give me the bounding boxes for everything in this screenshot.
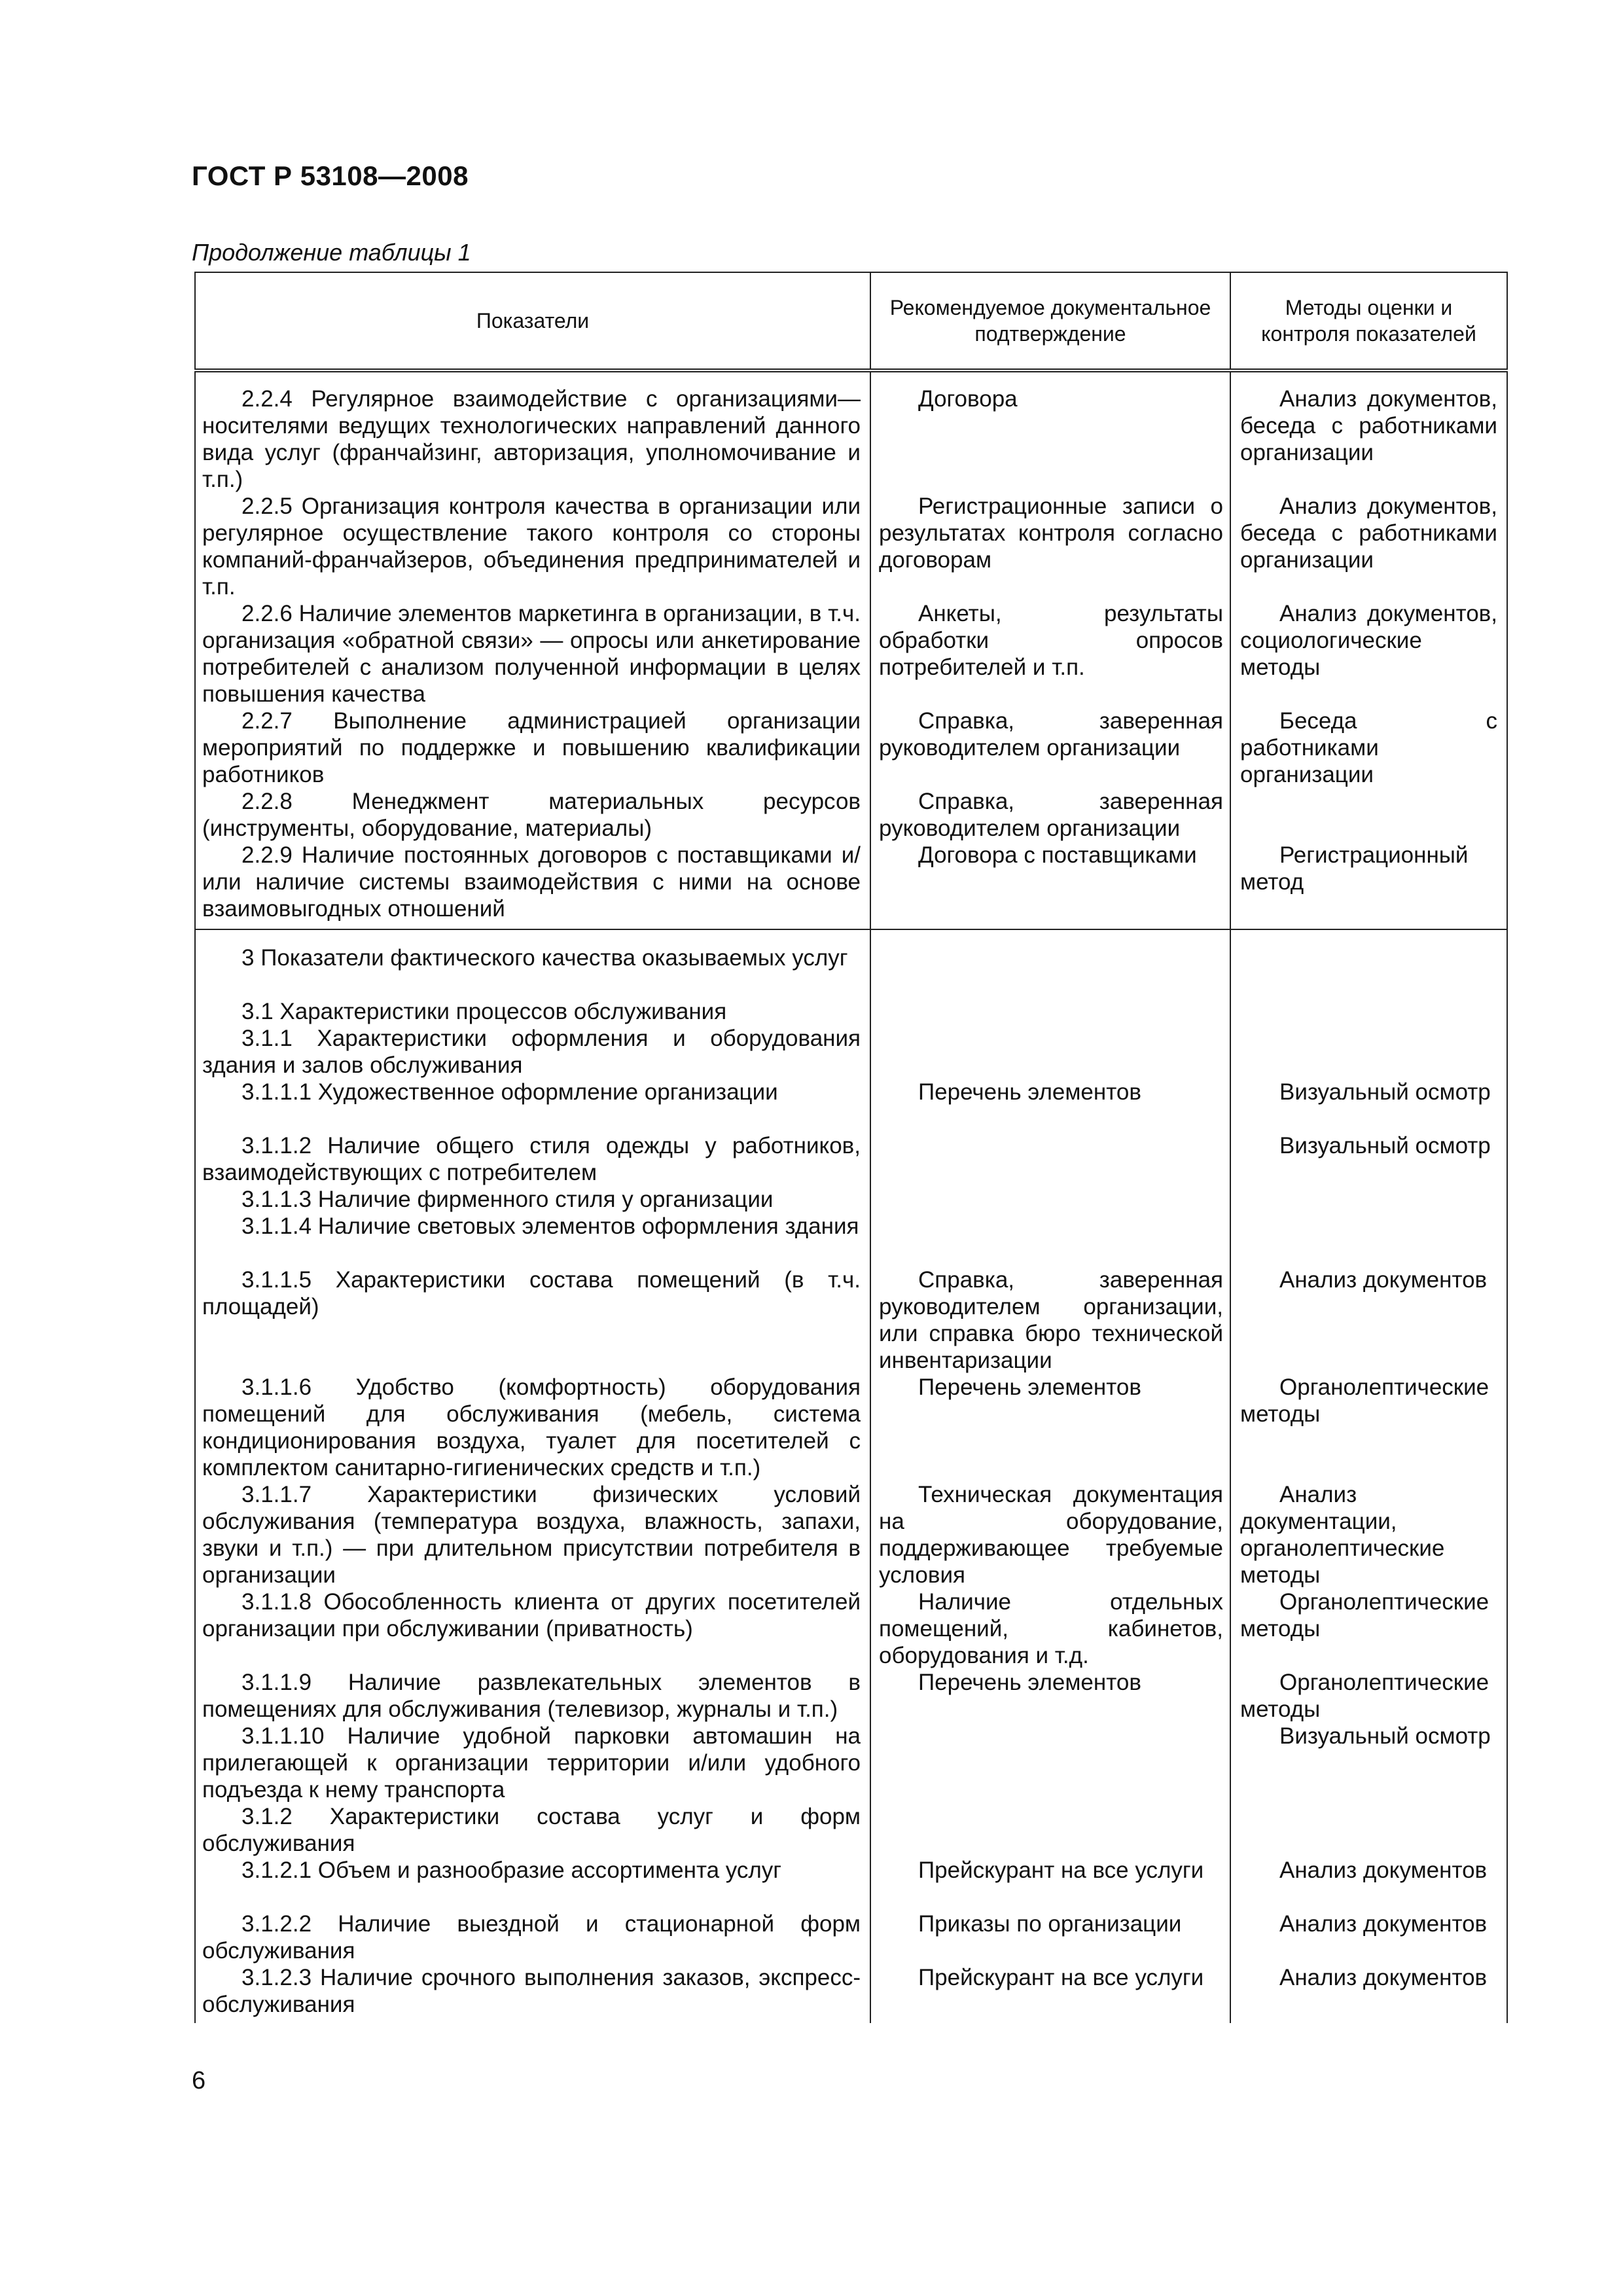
document-2-2-6: Анкеты, результаты обработки опросов потребителей и т.п. [879,601,1223,680]
indicator-3-1-1-4: 3.1.1.4 Наличие световых элементов оформления здания [241,1213,859,1239]
table-header-row [195,272,1507,370]
method-2-2-9: Регистрационный метод [1240,842,1469,895]
documents-column [870,929,1230,2023]
document-3-1-1 [871,1025,1230,1079]
table-caption: Продолжение таблицы 1 [192,239,471,266]
method-2-2-7: Беседа с работниками организации [1240,708,1497,787]
document-3-1-2-1: Прейскурант на все услуги [918,1857,1204,1883]
methods-column [1230,370,1507,929]
method-3-1-1-1: Визуальный осмотр [1279,1079,1491,1105]
method-3-1-1-6: Органолептические методы [1240,1374,1489,1427]
indicator-3-1-1-6: 3.1.1.6 Удобство (комфортность) оборудования помещений для обслуживания (мебель, система кондиционирования воздуха, туалет для посетителей с комплектом санитарно-гигиенических средств и т.п.) [202,1374,861,1480]
document-2-2-9: Договора с поставщиками [918,842,1197,868]
method-3-1-2-3: Анализ документов [1279,1965,1488,1990]
page-number: 6 [192,2067,206,2094]
document-3-1-2 [871,1803,1230,1857]
method-2-2-5: Анализ документов, беседа с работниками организации [1240,493,1497,573]
indicator-2-2-9: 2.2.9 Наличие постоянных договоров с поставщиками и/или наличие системы взаимодействия с ними на основе взаимовыгодных отношений [202,842,861,922]
method-3-1-2-2: Анализ документов [1279,1911,1488,1937]
indicator-3-1-1: 3.1.1 Характеристики оформления и оборудования здания и залов обслуживания [202,1026,861,1078]
method-3-1-2 [1231,1803,1507,1857]
indicator-3-1-1-5: 3.1.1.5 Характеристики состава помещений (в т.ч. площадей) [202,1267,861,1319]
method-3-1-1-8: Органолептические методы [1240,1589,1489,1641]
method-2-2-4: Анализ документов, беседа с работниками организации [1240,386,1497,465]
indicator-3-1-2-2: 3.1.2.2 Наличие выездной и стационарной форм обслуживания [202,1911,861,1964]
method-3-1-1-9: Органолептические методы [1240,1670,1489,1722]
standard-number: ГОСТ Р 53108—2008 [192,160,469,191]
method-3-1-2-1: Анализ документов [1279,1857,1488,1883]
indicator-3-1-1-7: 3.1.1.7 Характеристики физических условий обслуживания (температура воздуха, влажность, запахи, звуки и т.п.) — при длительном присутствии потребителя в организации [202,1482,861,1588]
method-3-1-1-2: Визуальный осмотр [1279,1133,1491,1158]
methods-column [1230,929,1507,2023]
document-3-1-1-5: Справка, заверенная руководителем организации, или справка бюро технической инвентаризации [879,1267,1223,1373]
document-3-1-1-2 [871,1132,1230,1186]
method-3-1-1 [1231,1025,1507,1079]
indicator-3-1-1-10: 3.1.1.10 Наличие удобной парковки автомашин на прилегающей к организации территории и/или удобного подъезда к нему транспорта [202,1723,861,1803]
document-3-1-1-8: Наличие отдельных помещений, кабинетов, оборудования и т.д. [879,1589,1223,1668]
indicators-column [195,370,870,929]
method-2-2-6: Анализ документов, социологические методы [1240,601,1497,680]
indicator-3-1-1-9: 3.1.1.9 Наличие развлекательных элементов в помещениях для обслуживания (телевизор, журналы и т.п.) [202,1670,861,1722]
document-3-1-2-2: Приказы по организации [918,1911,1182,1937]
indicators-column [195,929,870,2023]
document-2-2-7: Справка, заверенная руководителем организации [879,708,1223,761]
indicator-3-1-2-3: 3.1.2.3 Наличие срочного выполнения заказов, экспресс-обслуживания [202,1965,861,2017]
indicator-3-1-1-1: 3.1.1.1 Художественное оформление организации [241,1079,778,1105]
document-2-2-5: Регистрационные записи о результатах контроля согласно договорам [879,493,1223,573]
column-header-document: Рекомендуемое документальное подтверждение [870,272,1230,370]
indicators-table [194,272,1508,2023]
document-3-1-1-6: Перечень элементов [918,1374,1141,1400]
document-3-1-1-10 [871,1723,1230,1803]
method-3-1-1-7: Анализ документации, органолептические методы [1240,1482,1445,1588]
method-3-1-1-4 [1231,1213,1507,1266]
method-2-2-8 [1231,788,1507,842]
indicator-3-1-1-2: 3.1.1.2 Наличие общего стиля одежды у работников, взаимодействующих с потребителем [202,1133,861,1185]
method-3-1 [1231,998,1507,1025]
document-3-1-1-3 [871,1186,1230,1213]
column-header-methods: Методы оценки и контроля показателей [1230,272,1507,370]
indicator-2-2-6: 2.2.6 Наличие элементов маркетинга в организации, в т.ч. организация «обратной связи» — опросы или анкетирование потребителей с анализом полученной информации в целях повышения качества [202,601,861,707]
document-3-1 [871,998,1230,1025]
document-2-2-8: Справка, заверенная руководителем организации [879,789,1223,841]
indicator-3-1-2-1: 3.1.2.1 Объем и разнообразие ассортимента услуг [241,1857,782,1883]
indicator-3-1-1-8: 3.1.1.8 Обособленность клиента от других посетителей организации при обслуживании (приватность) [202,1589,861,1641]
indicator-2-2-8: 2.2.8 Менеджмент материальных ресурсов (инструменты, оборудование, материалы) [202,789,861,841]
document-2-2-4: Договора [918,386,1018,412]
table-section-actual-quality [195,929,1507,2023]
indicator-3: 3 Показатели фактического качества оказываемых услуг [241,945,848,971]
document-3-1-1-9: Перечень элементов [918,1670,1141,1695]
method-3-1-1-10: Визуальный осмотр [1279,1723,1491,1749]
documents-column [870,370,1230,929]
document-3-1-1-1: Перечень элементов [918,1079,1141,1105]
indicator-2-2-7: 2.2.7 Выполнение администрацией организации мероприятий по поддержке и повышению квалификации работников [202,708,861,787]
indicator-3-1: 3.1 Характеристики процессов обслуживания [241,999,727,1024]
indicator-2-2-4: 2.2.4 Регулярное взаимодействие с организациями—носителями ведущих технологических направлений данного вида услуг (франчайзинг, авторизация, уполномочивание и т.п.) [202,386,861,492]
document-3-1-2-3: Прейскурант на все услуги [918,1965,1204,1990]
method-3-1-1-3 [1231,1186,1507,1213]
document-3-1-1-4 [871,1213,1230,1266]
document-3 [871,944,1230,998]
method-3 [1231,944,1507,998]
indicator-2-2-5: 2.2.5 Организация контроля качества в организации или регулярное осуществление такого контроля со стороны компаний-франчайзеров, объединения предпринимателей и т.п. [202,493,861,600]
document-3-1-1-7: Техническая документация на оборудование, поддерживающее требуемые условия [879,1482,1223,1588]
table-section-organization [195,370,1507,929]
column-header-indicators: Показатели [195,272,870,370]
indicator-3-1-2: 3.1.2 Характеристики состава услуг и форм обслуживания [202,1804,861,1856]
method-3-1-1-5: Анализ документов [1279,1267,1488,1293]
indicator-3-1-1-3: 3.1.1.3 Наличие фирменного стиля у организации [241,1187,774,1212]
